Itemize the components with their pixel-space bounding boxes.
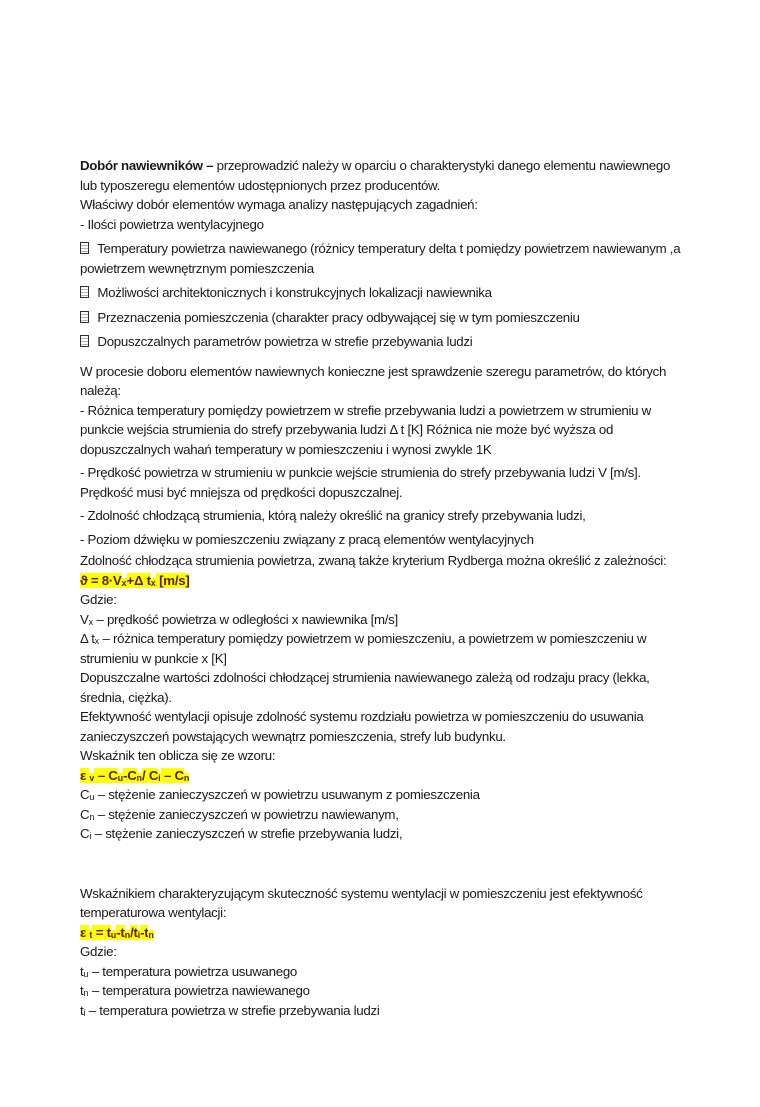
text-line	[80, 283, 702, 303]
text-segment: x	[88, 616, 94, 627]
formula-text: – C	[94, 767, 118, 783]
bullet-mozliwosci-architektoniczne	[80, 283, 702, 303]
text-segment: Prędkość musi być mniejsza od prędkości dopuszczalnej.	[80, 484, 403, 500]
text-line	[80, 551, 702, 571]
text-segment: t	[80, 963, 84, 979]
formula-text: n	[183, 772, 190, 783]
formula-text: +Δ t	[126, 572, 151, 588]
text-segment: - Poziom dźwięku w pomieszczeniu związany z pracą elementów wentylacyjnych	[80, 531, 534, 547]
formula-text: x	[121, 577, 127, 588]
text-line	[80, 1001, 702, 1021]
text-line	[80, 707, 702, 727]
text-segment: Zdolność chłodząca strumienia powietrza, zwaną także kryterium Rydberga można określić z zależności:	[80, 553, 667, 568]
text-segment: W procesie doboru elementów nawiewnych konieczne jest sprawdzenie szeregu parametrów, do których	[80, 363, 667, 379]
text-segment: V	[80, 611, 89, 627]
text-line	[80, 440, 702, 460]
text-segment: – temperatura powietrza w strefie przebywania ludzi	[85, 1002, 380, 1018]
text-line	[80, 463, 702, 483]
text-segment: – temperatura powietrza nawiewanego	[88, 983, 310, 998]
missing-glyph-icon	[80, 311, 89, 323]
text-line	[80, 766, 702, 786]
missing-glyph-icon	[80, 242, 89, 254]
text-line	[80, 401, 702, 421]
missing-glyph-icon	[80, 286, 89, 298]
text-segment: C	[80, 826, 90, 841]
text-segment: Efektywność wentylacji opisuje zdolność systemu rozdziału powietrza w pomieszczeniu do usuwania	[80, 709, 644, 724]
text-line	[80, 629, 702, 649]
text-segment: x	[94, 636, 100, 646]
formula-text: -C	[123, 767, 137, 783]
text-segment: - Różnica temperatury pomiędzy powietrzem w strefie przebywania ludzi a powietrzem w strumieniu w	[80, 402, 651, 418]
text-segment: Wskaźnik ten oblicza się ze wzoru:	[80, 748, 276, 763]
formula-text: ϑ = 8·V	[80, 572, 122, 588]
section-efektywnosc-wentylacji	[80, 668, 702, 844]
text-line	[80, 308, 702, 328]
text-segment: Gdzie:	[80, 944, 117, 959]
text-line	[80, 688, 702, 708]
text-segment: powietrzem wewnętrznym pomieszczenia	[80, 260, 314, 276]
formula-text: n	[136, 772, 143, 783]
text-line	[80, 381, 702, 401]
text-line	[80, 362, 702, 382]
text-segment: C	[80, 787, 90, 802]
formula-text: x	[150, 577, 156, 588]
text-segment: punkcie wejścia strumienia do strefy przebywania ludzi Δ t [K] Różnica nie może być wyższa od	[80, 422, 614, 437]
text-line	[80, 420, 702, 440]
text-segment: - Prędkość powietrza w strumieniu w punkcie wejście strumienia do strefy przebywania ludzi V [m/s].	[80, 465, 641, 480]
text-segment: Właściwy dobór elementów wymaga analizy następujących zagadnień:	[80, 197, 478, 212]
text-segment: Gdzie:	[80, 592, 117, 607]
text-line	[80, 981, 702, 1001]
formula-text: u	[110, 929, 117, 940]
formula-text: [m/s]	[155, 572, 190, 588]
formula-text: n	[148, 929, 154, 940]
text-segment: – temperatura powietrza usuwanego	[88, 963, 298, 979]
formula-text: v	[89, 772, 95, 783]
text-segment: t	[80, 1002, 84, 1018]
text-line	[80, 332, 702, 352]
bullet-temperatura-nawiewu	[80, 239, 702, 278]
missing-glyph-icon	[80, 335, 89, 347]
section-efektywnosc-temperaturowa	[80, 884, 702, 1021]
formula-text: / C	[142, 767, 159, 783]
formula-text: u	[117, 772, 124, 783]
paragraph-predkosc-powietrza	[80, 463, 702, 502]
text-line	[80, 259, 702, 279]
text-segment: – stężenie zanieczyszczeń w powietrzu usuwanym z pomieszczenia	[94, 787, 480, 802]
text-segment: lub typoszeregu elementów udostępnionych przez producentów.	[80, 177, 441, 193]
text-segment: Dobór nawiewników –	[80, 158, 217, 173]
text-segment: Wskaźnikiem charakteryzującym skuteczność systemu wentylacji w pomieszczeniu jest efektywność	[80, 885, 643, 901]
text-segment: strumieniu w punkcie x [K]	[80, 650, 227, 666]
text-segment: - Zdolność chłodzącą strumienia, którą należy określić na granicy strefy przebywania ludzi,	[80, 508, 586, 523]
text-line	[80, 923, 702, 943]
text-line	[80, 942, 702, 962]
text-line	[80, 176, 702, 196]
text-segment: – prędkość powietrza w odległości x nawiewnika [m/s]	[93, 611, 398, 627]
text-segment: Możliwości architektonicznych i konstrukcyjnych lokalizacji nawiewnika	[94, 285, 492, 300]
text-segment: u	[83, 968, 89, 979]
text-line	[80, 903, 702, 923]
text-segment: przeprowadzić należy w oparciu o charakterystyki danego elementu nawiewnego	[216, 158, 671, 173]
paragraph-poziom-dzwieku	[80, 530, 702, 550]
text-line	[80, 610, 702, 630]
paragraph-intro	[80, 156, 702, 234]
text-segment: C	[80, 806, 90, 822]
text-line	[80, 530, 702, 550]
text-segment: zanieczyszczeń powstających wewnątrz pomieszczenia, strefy lub budynku.	[80, 728, 506, 744]
paragraph-zdolnosc-chlodzaca	[80, 506, 702, 526]
text-segment: należą:	[80, 383, 121, 398]
section-kryterium-rydberga	[80, 551, 702, 668]
text-segment: – stężenie zanieczyszczeń w strefie przebywania ludzi,	[91, 826, 403, 841]
text-line	[80, 483, 702, 503]
text-segment: – różnica temperatury pomiędzy powietrzem w pomieszczeniu, a powietrzem w pomieszczeniu w	[99, 631, 647, 646]
text-line	[80, 668, 702, 688]
text-segment: Przeznaczenia pomieszczenia (charakter pracy odbywającej się w tym pomieszczeniu	[94, 309, 580, 325]
text-segment: Temperatury powietrza nawiewanego (różnicy temperatury delta t pomiędzy powietrzem nawiewanym ,a	[94, 241, 681, 256]
text-line	[80, 239, 702, 259]
text-segment: Dopuszczalne wartości zdolności chłodzącej strumienia nawiewanego zależą od rodzaju pracy (lekka,	[80, 670, 650, 685]
text-segment: Δ t	[80, 631, 95, 646]
text-line	[80, 884, 702, 904]
formula-text: ε	[80, 767, 90, 783]
text-line	[80, 506, 702, 526]
text-segment: t	[80, 983, 84, 998]
text-line	[80, 195, 702, 215]
bullet-dopuszczalne-parametry	[80, 332, 702, 352]
formula-text: -t	[116, 924, 125, 940]
text-line	[80, 746, 702, 766]
text-line	[80, 824, 702, 844]
formula-text: -t	[140, 924, 149, 940]
text-line	[80, 649, 702, 669]
text-segment: u	[89, 792, 95, 802]
formula-text: i	[137, 929, 141, 940]
text-line	[80, 962, 702, 982]
text-segment: n	[89, 811, 95, 822]
formula-text: = t	[92, 924, 111, 940]
text-segment: temperaturowa wentylacji:	[80, 905, 227, 920]
formula-text: t	[89, 929, 93, 940]
text-line	[80, 156, 702, 176]
text-segment: n	[83, 988, 89, 998]
text-segment: i	[83, 1007, 86, 1018]
paragraph-proces-doboru	[80, 362, 702, 460]
text-line	[80, 785, 702, 805]
formula-text: n	[124, 929, 131, 940]
text-segment: dopuszczalnych wahań temperatury w pomieszczeniu i wynosi zwykle 1K	[80, 441, 492, 457]
text-line	[80, 727, 702, 747]
text-segment: i	[89, 831, 92, 841]
bullet-przeznaczenie-pomieszczenia	[80, 308, 702, 328]
text-segment: – stężenie zanieczyszczeń w powietrzu nawiewanym,	[94, 806, 399, 822]
formula-text: i	[158, 772, 161, 783]
text-segment: średnia, ciężka).	[80, 689, 172, 705]
text-line	[80, 805, 702, 825]
text-line	[80, 215, 702, 235]
formula-text: – C	[160, 767, 184, 783]
text-line	[80, 571, 702, 591]
text-line	[80, 590, 702, 610]
formula-text: /t	[130, 924, 138, 940]
text-segment: Dopuszczalnych parametrów powietrza w strefie przebywania ludzi	[94, 334, 473, 349]
formula-text: ε	[80, 924, 90, 940]
document-body	[80, 156, 702, 1020]
text-segment: - Ilości powietrza wentylacyjnego	[80, 216, 264, 232]
